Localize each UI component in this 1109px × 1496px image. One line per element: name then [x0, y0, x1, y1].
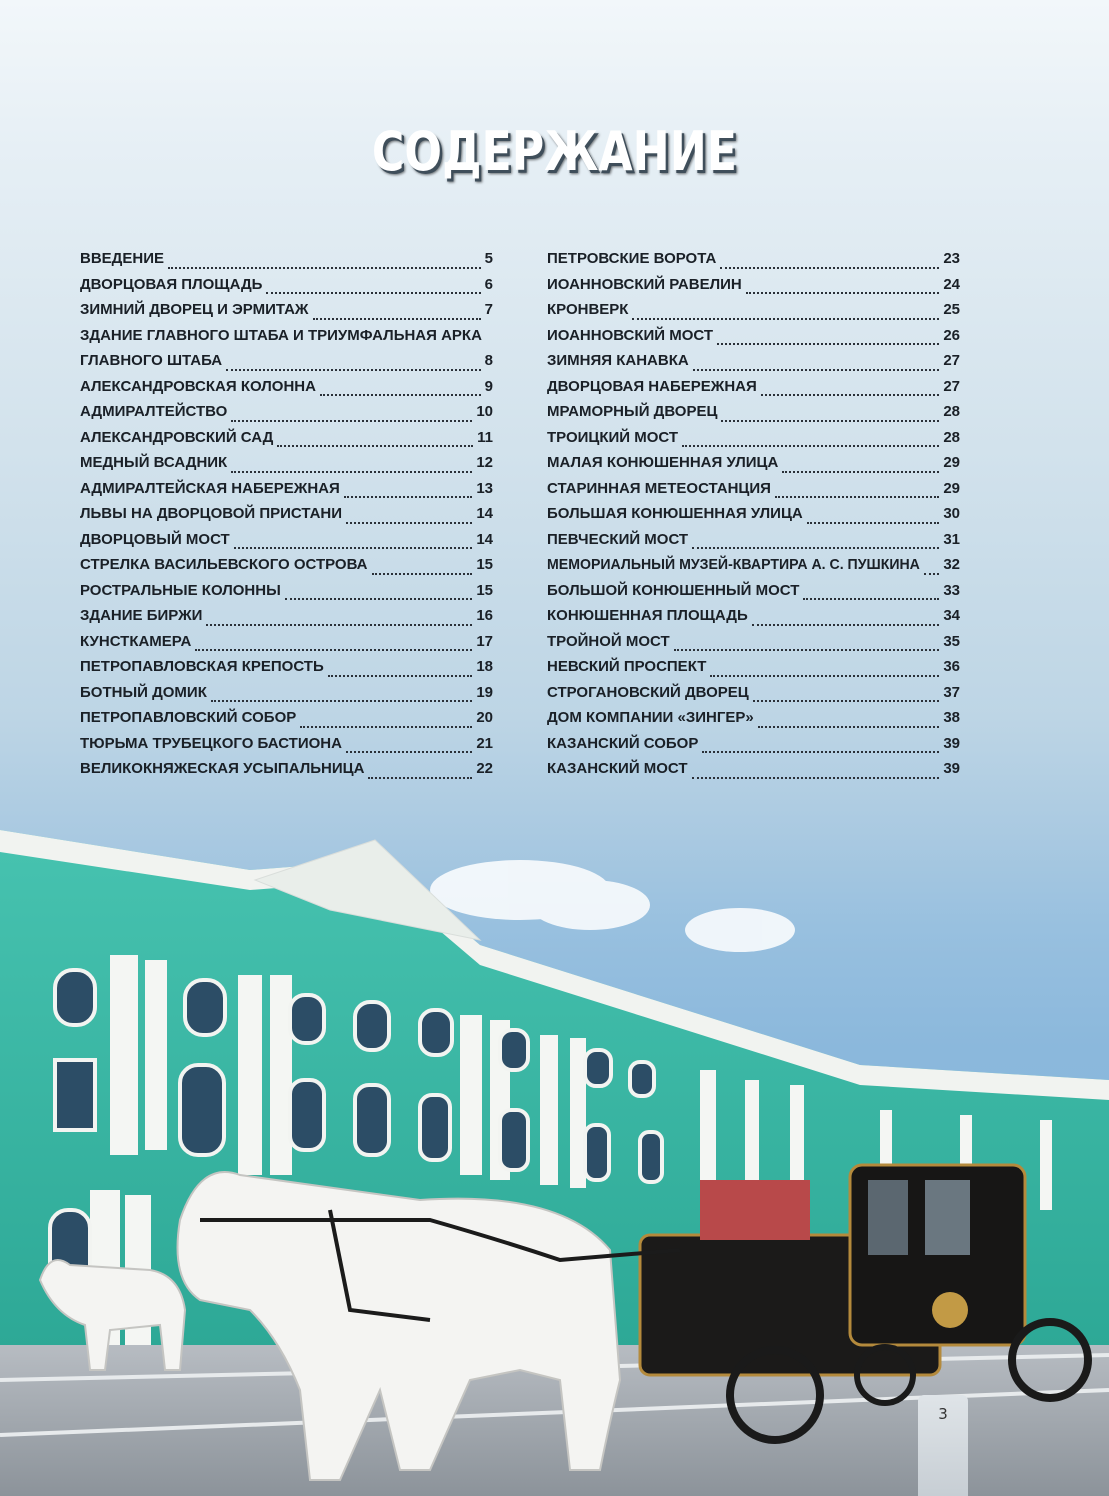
toc-entry-page: 23 — [943, 250, 960, 267]
toc-entry — [547, 480, 960, 506]
toc-entry — [547, 454, 960, 480]
toc-entry-title: АДМИРАЛТЕЙСКАЯ НАБЕРЕЖНАЯ — [80, 479, 340, 497]
toc-entry-page: 12 — [476, 454, 493, 471]
toc-entry — [80, 403, 493, 429]
toc-leader-dots — [277, 435, 473, 447]
page-number: 3 — [938, 1405, 948, 1423]
toc-entry-page: 14 — [476, 505, 493, 522]
toc-entry — [80, 429, 493, 455]
toc-leader-dots — [702, 741, 939, 753]
toc-entry — [80, 735, 493, 761]
toc-entry-page: 34 — [943, 607, 960, 624]
toc-leader-dots — [234, 537, 473, 549]
toc-entry-page: 33 — [943, 581, 960, 599]
toc-leader-dots — [752, 614, 940, 626]
toc-entry-title: БОЛЬШОЙ КОНЮШЕННЫЙ МОСТ — [547, 581, 800, 599]
page-number-tab — [918, 1395, 968, 1496]
clouds — [430, 860, 795, 952]
toc-entry-page: 24 — [943, 275, 960, 293]
toc-entry-title: СТАРИННАЯ МЕТЕОСТАНЦИЯ — [547, 479, 771, 497]
toc-leader-dots — [300, 716, 472, 728]
toc-entry-page: 15 — [476, 556, 493, 573]
toc-entry — [80, 454, 493, 480]
toc-entry-page: 29 — [943, 454, 960, 471]
toc-entry-page: 35 — [943, 632, 960, 650]
toc-entry-title: ДВОРЦОВАЯ ПЛОЩАДЬ — [80, 275, 263, 293]
toc-entry — [547, 378, 960, 404]
toc-leader-dots — [344, 486, 473, 498]
toc-leader-dots — [231, 410, 472, 422]
toc-entry-title: АЛЕКСАНДРОВСКАЯ КОЛОННА — [80, 377, 316, 395]
toc-entry-page: 9 — [484, 377, 493, 395]
toc-leader-dots — [632, 308, 939, 320]
toc-entry — [80, 480, 493, 506]
toc-leader-dots — [168, 257, 481, 269]
toc-entry-page: 20 — [476, 709, 493, 726]
toc-entry — [547, 735, 960, 761]
toc-entry-page: 5 — [484, 250, 493, 267]
toc-entry — [547, 607, 960, 633]
toc-entry — [80, 582, 493, 608]
toc-leader-dots — [346, 512, 472, 524]
winter-palace-photo — [0, 780, 1109, 1496]
toc-entry-page: 36 — [943, 658, 960, 675]
toc-entry — [547, 709, 960, 735]
toc-entry-page: 13 — [476, 479, 493, 497]
toc-entry-page: 21 — [476, 734, 493, 752]
toc-leader-dots — [803, 588, 939, 600]
toc-entry-page: 11 — [477, 428, 493, 446]
toc-entry — [547, 352, 960, 378]
toc-entry-page: 39 — [943, 760, 960, 777]
toc-entry-title: ПЕВЧЕСКИЙ МОСТ — [547, 530, 689, 548]
toc-entry-title: МЕДНЫЙ ВСАДНИК — [80, 454, 228, 471]
toc-leader-dots — [226, 359, 481, 371]
toc-leader-dots — [328, 665, 473, 677]
toc-leader-dots — [682, 435, 939, 447]
toc-leader-dots — [346, 741, 472, 753]
toc-entry-title: БОЛЬШАЯ КОНЮШЕННАЯ УЛИЦА — [547, 505, 803, 522]
toc-entry-title: ЗДАНИЕ БИРЖИ — [80, 607, 203, 624]
toc-entry — [547, 556, 960, 582]
toc-entry-title: ИОАННОВСКИЙ МОСТ — [547, 326, 714, 344]
toc-entry-page: 27 — [943, 352, 960, 369]
toc-entry-title: ПЕТРОВСКИЕ ВОРОТА — [547, 250, 717, 267]
toc-entry-page: 37 — [943, 683, 960, 701]
toc-entry-title: ВЕЛИКОКНЯЖЕСКАЯ УСЫПАЛЬНИЦА — [80, 760, 365, 777]
toc-entry-title: СТРОГАНОВСКИЙ ДВОРЕЦ — [547, 683, 749, 701]
toc-entry-page: 6 — [484, 275, 493, 293]
toc-leader-dots — [266, 282, 480, 294]
toc-leader-dots — [195, 639, 472, 651]
toc-entry-title: КУНСТКАМЕРА — [80, 632, 192, 650]
toc-entry — [547, 429, 960, 455]
toc-entry-title: ПЕТРОПАВЛОВСКАЯ КРЕПОСТЬ — [80, 658, 324, 675]
toc-entry-title: ЗДАНИЕ ГЛАВНОГО ШТАБА И ТРИУМФАЛЬНАЯ АРКА — [80, 326, 482, 344]
toc-entry-title: ЗИМНЯЯ КАНАВКА — [547, 352, 689, 369]
toc-entry-title: ТРОЙНОЙ МОСТ — [547, 632, 670, 650]
toc-entry — [80, 658, 493, 684]
toc-entry-page: 25 — [943, 301, 960, 318]
toc-entry — [80, 531, 493, 557]
toc-entry-page: 10 — [476, 403, 493, 420]
toc-leader-dots — [692, 537, 939, 549]
toc-entry-page: 14 — [476, 530, 493, 548]
toc-leader-dots — [368, 767, 472, 779]
toc-entry — [80, 276, 493, 302]
toc-entry-title: ТРОИЦКИЙ МОСТ — [547, 428, 679, 446]
toc-entry — [80, 556, 493, 582]
toc-entry-title: РОСТРАЛЬНЫЕ КОЛОННЫ — [80, 581, 281, 599]
toc-entry-title: АДМИРАЛТЕЙСТВО — [80, 403, 228, 420]
toc-leader-dots — [782, 461, 939, 473]
toc-leader-dots — [692, 767, 940, 779]
toc-entry-page: 30 — [943, 505, 960, 522]
toc-leader-dots — [753, 690, 940, 702]
toc-entry-page: 22 — [476, 760, 493, 777]
toc-entry-title: МЕМОРИАЛЬНЫЙ МУЗЕЙ-КВАРТИРА А. С. ПУШКИНА — [547, 556, 920, 573]
toc-leader-dots — [206, 614, 472, 626]
toc-entry-title: ДОМ КОМПАНИИ «ЗИНГЕР» — [547, 709, 754, 726]
toc-entry-page: 31 — [943, 530, 960, 548]
toc-entry — [547, 301, 960, 327]
toc-leader-dots — [746, 282, 940, 294]
toc-entry-title: ВВЕДЕНИЕ — [80, 250, 164, 267]
toc-entry-title: ПЕТРОПАВЛОВСКИЙ СОБОР — [80, 709, 297, 726]
toc-entry-page: 17 — [476, 632, 493, 650]
toc-leader-dots — [721, 410, 939, 422]
toc-left-column — [80, 250, 493, 786]
toc-entry — [80, 709, 493, 735]
toc-entry-page: 38 — [943, 709, 960, 726]
toc-entry-page: 26 — [943, 326, 960, 344]
toc-leader-dots — [924, 563, 939, 575]
toc-entry-title: ЛЬВЫ НА ДВОРЦОВОЙ ПРИСТАНИ — [80, 505, 343, 522]
toc-entry-page: 28 — [943, 403, 960, 420]
toc-entry — [80, 633, 493, 659]
toc-entry — [80, 301, 493, 327]
toc-leader-dots — [693, 359, 940, 371]
toc-entry-title: СТРЕЛКА ВАСИЛЬЕВСКОГО ОСТРОВА — [80, 556, 368, 573]
toc-entry — [547, 276, 960, 302]
toc-entry-page: 7 — [484, 301, 493, 318]
toc-leader-dots — [758, 716, 940, 728]
toc-entry-page: 29 — [943, 479, 960, 497]
toc-entry-page: 27 — [943, 377, 960, 395]
toc-entry — [547, 582, 960, 608]
toc-entry-title: ДВОРЦОВАЯ НАБЕРЕЖНАЯ — [547, 377, 757, 395]
toc-entry-title: МРАМОРНЫЙ ДВОРЕЦ — [547, 403, 718, 420]
toc-entry — [80, 327, 493, 353]
toc-entry-page: 15 — [476, 581, 493, 599]
toc-entry-title: БОТНЫЙ ДОМИК — [80, 683, 207, 701]
toc-leader-dots — [710, 665, 939, 677]
toc-entry-title: ДВОРЦОВЫЙ МОСТ — [80, 530, 230, 548]
toc-entry-title: НЕВСКИЙ ПРОСПЕКТ — [547, 658, 707, 675]
toc-entry — [547, 684, 960, 710]
toc-entry-title: ИОАННОВСКИЙ РАВЕЛИН — [547, 275, 742, 293]
toc-entry — [80, 684, 493, 710]
toc-entry-title: КАЗАНСКИЙ МОСТ — [547, 760, 688, 777]
toc-entry-title: КОНЮШЕННАЯ ПЛОЩАДЬ — [547, 607, 748, 624]
toc-entry — [547, 505, 960, 531]
toc-leader-dots — [231, 461, 472, 473]
toc-entry-title: КРОНВЕРК — [547, 301, 629, 318]
toc-entry — [80, 352, 493, 378]
toc-entry — [547, 403, 960, 429]
toc-entry — [80, 250, 493, 276]
toc-entry-title: КАЗАНСКИЙ СОБОР — [547, 734, 699, 752]
toc-leader-dots — [320, 384, 481, 396]
toc-entry-page: 16 — [476, 607, 493, 624]
toc-leader-dots — [211, 690, 472, 702]
toc-leader-dots — [761, 384, 940, 396]
toc-entry — [80, 505, 493, 531]
toc-entry — [547, 327, 960, 353]
toc-leader-dots — [717, 333, 939, 345]
toc-entry — [547, 250, 960, 276]
toc-leader-dots — [285, 588, 473, 600]
toc-leader-dots — [775, 486, 939, 498]
toc-entry — [547, 633, 960, 659]
toc-entry — [547, 658, 960, 684]
toc-right-column — [547, 250, 960, 786]
toc-entry-page: 32 — [943, 556, 960, 573]
toc-leader-dots — [372, 563, 473, 575]
toc-entry-title: АЛЕКСАНДРОВСКИЙ САД — [80, 428, 274, 446]
toc-entry-page: 8 — [484, 352, 493, 369]
toc-entry-page: 39 — [943, 734, 960, 752]
toc-entry-page: 18 — [476, 658, 493, 675]
toc-leader-dots — [674, 639, 940, 651]
toc-entry-page: 19 — [476, 683, 493, 701]
toc-entry-title: ТЮРЬМА ТРУБЕЦКОГО БАСТИОНА — [80, 734, 342, 752]
toc-entry — [547, 531, 960, 557]
toc-entry-page: 28 — [943, 428, 960, 446]
toc-entry-title: ЗИМНИЙ ДВОРЕЦ И ЭРМИТАЖ — [80, 301, 309, 318]
toc-leader-dots — [720, 257, 939, 269]
toc-leader-dots — [807, 512, 940, 524]
toc-entry — [80, 607, 493, 633]
toc-entry-title: МАЛАЯ КОНЮШЕННАЯ УЛИЦА — [547, 454, 779, 471]
toc-entry — [80, 378, 493, 404]
toc-leader-dots — [313, 308, 481, 320]
toc-entry-title: ГЛАВНОГО ШТАБА — [80, 352, 223, 369]
page-title: СОДЕРЖАНИЕ — [371, 120, 738, 183]
